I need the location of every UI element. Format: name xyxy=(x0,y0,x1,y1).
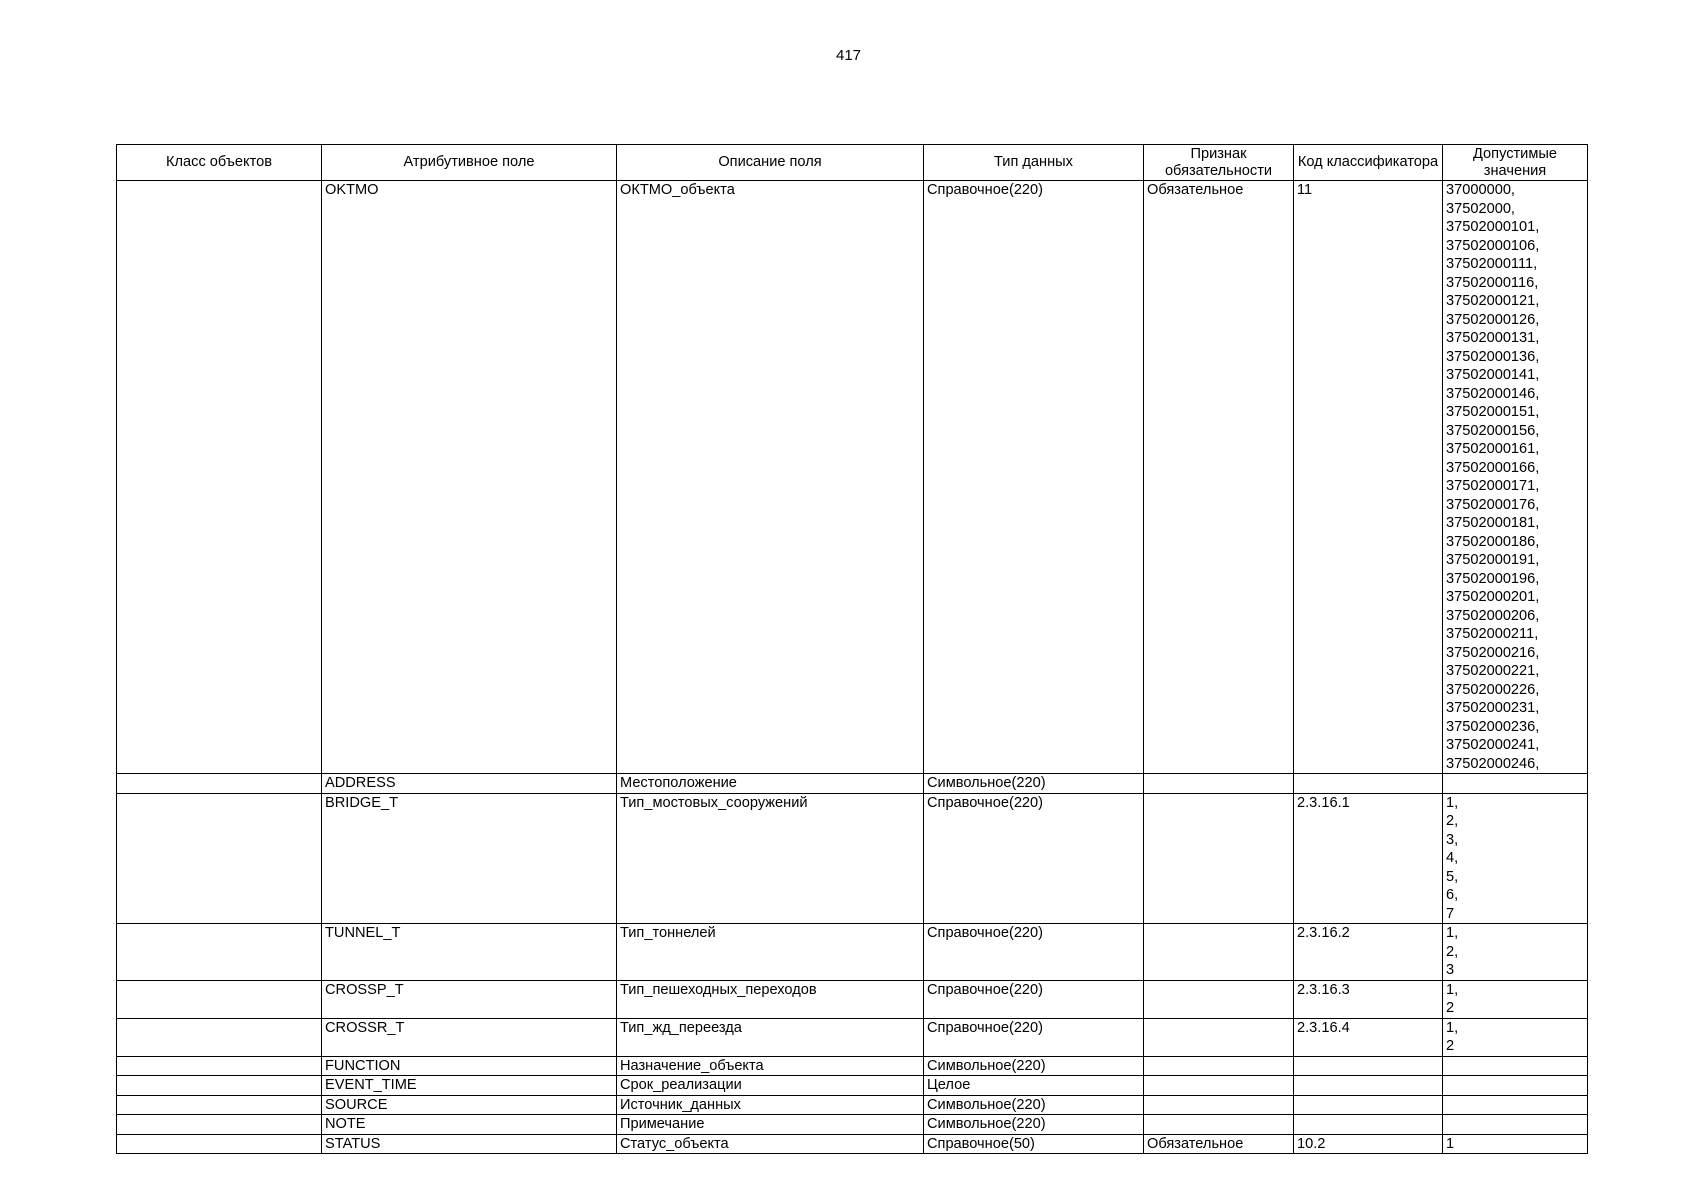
header-mandatory: Признак обязательности xyxy=(1144,145,1294,181)
cell-datatype: Справочное(220) xyxy=(924,793,1144,924)
cell-datatype: Справочное(220) xyxy=(924,1018,1144,1056)
cell-datatype: Символьное(220) xyxy=(924,1056,1144,1076)
table-row xyxy=(117,1056,1588,1076)
cell-description: Источник_данных xyxy=(617,1095,924,1115)
cell-allowed xyxy=(1443,1095,1588,1115)
cell-description: Тип_мостовых_сооружений xyxy=(617,793,924,924)
cell-attribute: STATUS xyxy=(322,1134,617,1154)
cell-description: Назначение_объекта xyxy=(617,1056,924,1076)
cell-datatype: Справочное(220) xyxy=(924,980,1144,1018)
cell-classifier xyxy=(1294,1076,1443,1096)
table-body xyxy=(117,181,1588,1154)
cell-datatype: Символьное(220) xyxy=(924,774,1144,794)
cell-classifier: 11 xyxy=(1294,181,1443,774)
cell-datatype: Справочное(50) xyxy=(924,1134,1144,1154)
cell-mandatory xyxy=(1144,1076,1294,1096)
cell-datatype: Справочное(220) xyxy=(924,181,1144,774)
page-number: 417 xyxy=(835,47,862,64)
cell-classifier: 2.3.16.3 xyxy=(1294,980,1443,1018)
cell-class xyxy=(117,1018,322,1056)
attribute-table xyxy=(116,144,1588,1154)
cell-description: Тип_жд_переезда xyxy=(617,1018,924,1056)
table-row xyxy=(117,774,1588,794)
cell-classifier: 2.3.16.4 xyxy=(1294,1018,1443,1056)
table-row xyxy=(117,1134,1588,1154)
table-row xyxy=(117,181,1588,774)
cell-class xyxy=(117,181,322,774)
cell-allowed: 1, 2, 3, 4, 5, 6, 7 xyxy=(1443,793,1588,924)
cell-class xyxy=(117,1056,322,1076)
cell-classifier: 10.2 xyxy=(1294,1134,1443,1154)
cell-mandatory xyxy=(1144,1056,1294,1076)
cell-class xyxy=(117,1134,322,1154)
cell-allowed: 1, 2, 3 xyxy=(1443,924,1588,981)
cell-allowed: 1, 2 xyxy=(1443,980,1588,1018)
cell-classifier: 2.3.16.2 xyxy=(1294,924,1443,981)
cell-classifier xyxy=(1294,774,1443,794)
header-row xyxy=(117,145,1588,181)
cell-datatype: Символьное(220) xyxy=(924,1095,1144,1115)
cell-description: Статус_объекта xyxy=(617,1134,924,1154)
cell-attribute: OKTMO xyxy=(322,181,617,774)
cell-description: Примечание xyxy=(617,1115,924,1135)
cell-allowed: 37000000, 37502000, 37502000101, 37502000106, 37502000111, 37502000116, 37502000121, 37502000126, 37502000131, 37502000136, 37502000141, 37502000146, 37502000151, 37502000156, 37502000161, 37502000166, 37502000171, 37502000176, 37502000181, 37502000186, 37502000191, 37502000196, 37502000201, 37502000206, 37502000211, 37502000216, 37502000221, 37502000226, 37502000231, 37502000236, 37502000241, 37502000246, xyxy=(1443,181,1588,774)
header-classifier: Код классификатора xyxy=(1294,145,1443,181)
header-class: Класс объектов xyxy=(117,145,322,181)
cell-mandatory: Обязательное xyxy=(1144,181,1294,774)
cell-class xyxy=(117,1115,322,1135)
header-description: Описание поля xyxy=(617,145,924,181)
cell-allowed: 1, 2 xyxy=(1443,1018,1588,1056)
cell-mandatory xyxy=(1144,774,1294,794)
cell-allowed: 1 xyxy=(1443,1134,1588,1154)
cell-attribute: BRIDGE_T xyxy=(322,793,617,924)
cell-classifier xyxy=(1294,1115,1443,1135)
table-row xyxy=(117,1076,1588,1096)
cell-mandatory xyxy=(1144,1095,1294,1115)
cell-attribute: FUNCTION xyxy=(322,1056,617,1076)
header-datatype: Тип данных xyxy=(924,145,1144,181)
cell-mandatory xyxy=(1144,1115,1294,1135)
cell-datatype: Целое xyxy=(924,1076,1144,1096)
cell-allowed xyxy=(1443,1076,1588,1096)
cell-class xyxy=(117,980,322,1018)
header-attribute: Атрибутивное поле xyxy=(322,145,617,181)
cell-datatype: Символьное(220) xyxy=(924,1115,1144,1135)
cell-allowed xyxy=(1443,1056,1588,1076)
table-row xyxy=(117,1095,1588,1115)
cell-description: Местоположение xyxy=(617,774,924,794)
table-row xyxy=(117,980,1588,1018)
cell-attribute: EVENT_TIME xyxy=(322,1076,617,1096)
cell-datatype: Справочное(220) xyxy=(924,924,1144,981)
cell-class xyxy=(117,793,322,924)
cell-class xyxy=(117,774,322,794)
cell-description: Тип_тоннелей xyxy=(617,924,924,981)
cell-classifier xyxy=(1294,1095,1443,1115)
cell-attribute: ADDRESS xyxy=(322,774,617,794)
cell-mandatory xyxy=(1144,980,1294,1018)
cell-classifier xyxy=(1294,1056,1443,1076)
cell-attribute: SOURCE xyxy=(322,1095,617,1115)
cell-mandatory xyxy=(1144,1018,1294,1056)
cell-mandatory xyxy=(1144,924,1294,981)
table-row xyxy=(117,924,1588,981)
cell-mandatory xyxy=(1144,793,1294,924)
table-row xyxy=(117,1115,1588,1135)
cell-attribute: TUNNEL_T xyxy=(322,924,617,981)
table-row xyxy=(117,793,1588,924)
cell-description: ОКТМО_объекта xyxy=(617,181,924,774)
cell-attribute: CROSSP_T xyxy=(322,980,617,1018)
header-allowed: Допустимые значения xyxy=(1443,145,1588,181)
cell-description: Срок_реализации xyxy=(617,1076,924,1096)
cell-class xyxy=(117,1076,322,1096)
cell-class xyxy=(117,924,322,981)
cell-allowed xyxy=(1443,1115,1588,1135)
cell-class xyxy=(117,1095,322,1115)
cell-allowed xyxy=(1443,774,1588,794)
cell-description: Тип_пешеходных_переходов xyxy=(617,980,924,1018)
cell-mandatory: Обязательное xyxy=(1144,1134,1294,1154)
cell-attribute: NOTE xyxy=(322,1115,617,1135)
table-row xyxy=(117,1018,1588,1056)
cell-attribute: CROSSR_T xyxy=(322,1018,617,1056)
cell-classifier: 2.3.16.1 xyxy=(1294,793,1443,924)
